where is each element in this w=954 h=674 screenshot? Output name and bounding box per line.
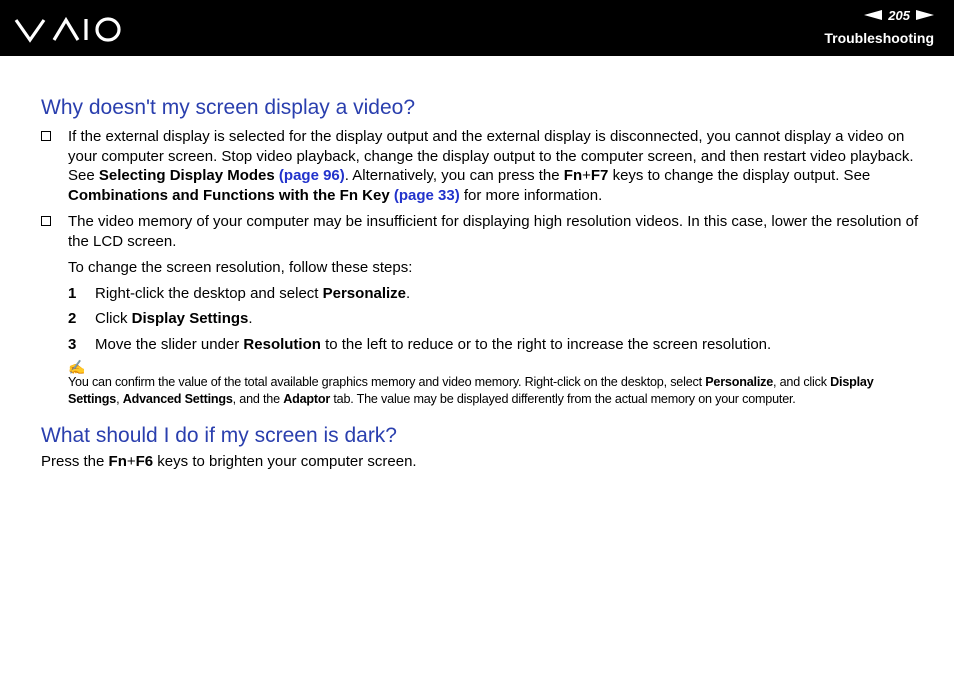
- page-number: 205: [888, 7, 910, 23]
- main-content: [41, 94, 921, 472]
- step-item: 3 Move the slider under Resolution to the left to reduce or to the right to increase the screen resolution.: [68, 335, 772, 353]
- section-name: Troubleshooting: [824, 30, 934, 46]
- bullet-external-display: If the external display is selected for the display output and the external display is disconnected, you cannot display a video on your computer screen. Stop video playback, change the display output to the computer screen, and then restart video playback. See Selecting Display Modes (page 96). Alternatively, you can press the Fn+F7 keys to change the display output. See Combinations and Functions with the Fn Key (page 33) for more information.: [41, 127, 921, 205]
- page-96-link[interactable]: (page 96): [278, 167, 345, 184]
- page-33-link[interactable]: (page 33): [393, 186, 460, 204]
- page-navigation: [864, 6, 934, 24]
- step-item: 2 Click Display Settings.: [68, 310, 253, 327]
- dark-screen-text: Press the Fn+F6 keys to brighten your computer screen.: [41, 453, 417, 470]
- bullet-box-icon: [41, 216, 51, 226]
- steps-list: [41, 284, 921, 355]
- bullet-box-icon: [41, 131, 51, 141]
- heading-video-display: Why doesn't my screen display a video?: [41, 96, 416, 119]
- steps-intro: To change the screen resolution, follow these steps:: [68, 259, 413, 276]
- bullet-video-memory: The video memory of your computer may be insufficient for displaying high resolution videos. In this case, lower the resolution of the LCD screen.: [41, 212, 921, 251]
- vaio-logo: [14, 14, 122, 44]
- previous-page-arrow-icon[interactable]: [864, 10, 882, 20]
- heading-dark-screen: What should I do if my screen is dark?: [41, 424, 397, 447]
- page-header: [0, 0, 954, 56]
- step-item: 1 Right-click the desktop and select Personalize.: [68, 284, 411, 302]
- note-block: ✍ You can confirm the value of the total available graphics memory and video memory. Right-click on the desktop, select Personalize, and click Display Settings, Advanced Settings, and the Adaptor tab. The value may be displayed differently from the actual memory on your computer.: [41, 360, 921, 408]
- next-page-arrow-icon[interactable]: [916, 10, 934, 20]
- pencil-icon: ✍: [68, 359, 86, 375]
